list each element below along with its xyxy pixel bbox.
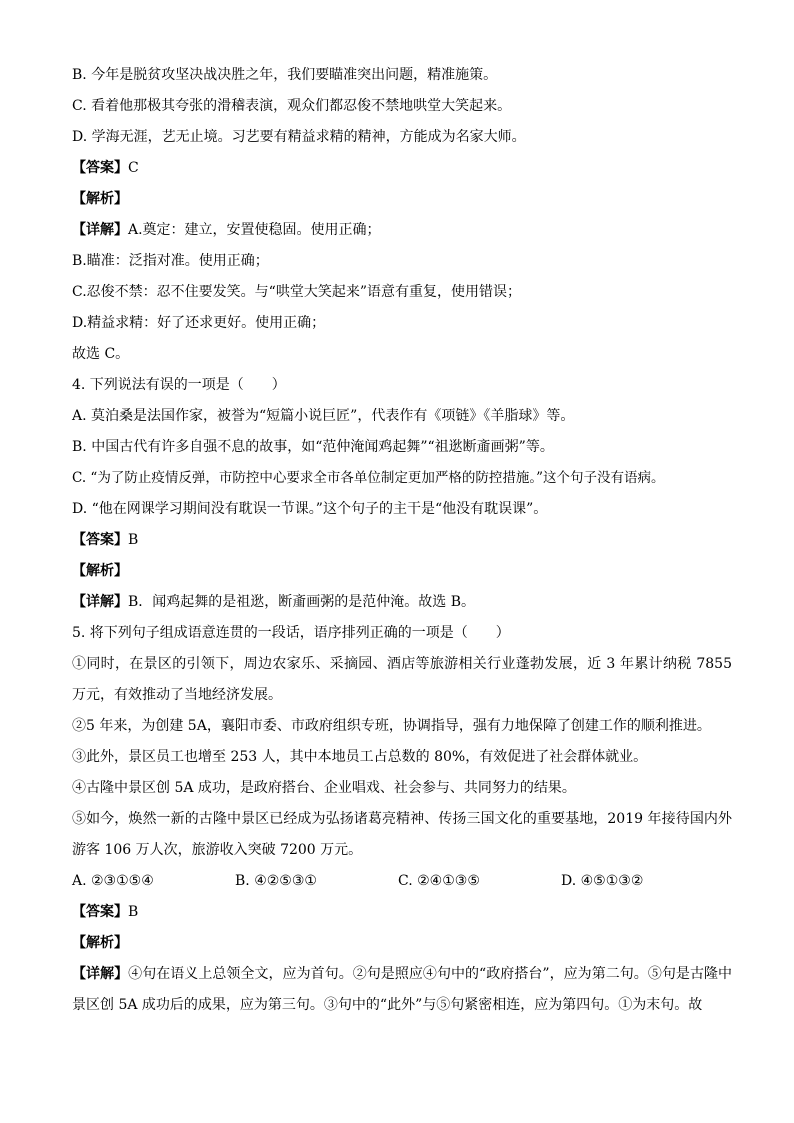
answer-value: C — [128, 160, 139, 176]
q4-option-a: A. 莫泊桑是法国作家，被誉为“短篇小说巨匠”，代表作有《项链》《羊脂球》等。 — [72, 408, 575, 424]
q3-conclusion: 故选 C。 — [72, 346, 130, 362]
document-page — [72, 60, 732, 1021]
q5-detail — [72, 959, 732, 1021]
q4-option-b: B. 中国古代有许多自强不息的故事，如“范仲淹闻鸡起舞”“祖逖断齑画粥”等。 — [72, 439, 554, 455]
q3-analysis — [72, 184, 732, 215]
detail-text: A.奠定：建立，安置使稳固。使用正确； — [128, 222, 381, 238]
q5-options — [72, 866, 732, 897]
q5-sentence-4: ④古隆中景区创 5A 成功，是政府搭台、企业唱戏、社会参与、共同努力的结果。 — [72, 780, 576, 796]
q3-detail-d: D.精益求精：好了还求更好。使用正确； — [72, 315, 326, 331]
q3-option-d: D. 学海无涯，艺无止境。习艺要有精益求精的精神，方能成为名家大师。 — [72, 129, 526, 145]
q3-detail-b: B.瞄准：泛指对准。使用正确； — [72, 253, 269, 269]
detail-text: B．闻鸡起舞的是祖逖，断齑画粥的是范仲淹。故选 B。 — [128, 594, 476, 610]
detail-tag: 【详解】 — [72, 594, 128, 610]
q5-sentence-3: ③此外，景区员工也增至 253 人，其中本地员工占总数的 80%，有效促进了社会群体就业。 — [72, 749, 648, 765]
q5-option-b: B. ④②⑤③① — [235, 873, 317, 889]
q4-option-c: C. “为了防止疫情反弹，市防控中心要求全市各单位制定更加严格的防控措施。”这个句子没有语病。 — [72, 470, 665, 486]
q4-answer — [72, 525, 732, 556]
answer-tag: 【答案】 — [72, 904, 128, 920]
q5-analysis — [72, 928, 732, 959]
detail-tag: 【详解】 — [72, 966, 129, 982]
q4-detail — [72, 587, 732, 618]
q5-sentence-5: ⑤如今，焕然一新的古隆中景区已经成为弘扬诸葛亮精神、传扬三国文化的重要基地，2019 年接待国内外游客 106 万人次，旅游收入突破 7200 万元。 — [72, 811, 732, 858]
answer-tag: 【答案】 — [72, 160, 128, 176]
analysis-tag: 【解析】 — [72, 563, 128, 579]
q5-option-a: A. ②③①⑤④ — [72, 873, 154, 889]
q5-option-d: D. ④⑤①③② — [561, 873, 644, 889]
q5-sentence-2: ②5 年来，为创建 5A，襄阳市委、市政府组织专班，协调指导，强有力地保障了创建工作的顺利推进。 — [72, 718, 711, 734]
detail-tag: 【详解】 — [72, 222, 128, 238]
q5-answer — [72, 897, 732, 928]
q4-stem: 4. 下列说法有误的一项是（ ） — [72, 377, 286, 393]
analysis-tag: 【解析】 — [72, 935, 128, 951]
q3-option-b: B. 今年是脱贫攻坚决战决胜之年，我们要瞄准突出问题，精准施策。 — [72, 67, 498, 83]
q3-detail-c: C.忍俊不禁：忍不住要发笑。与“哄堂大笑起来”语意有重复，使用错误； — [72, 284, 521, 300]
q5-option-c: C. ②④①③⑤ — [398, 873, 480, 889]
q3-detail-a — [72, 215, 732, 246]
q3-option-c: C. 看着他那极其夸张的滑稽表演，观众们都忍俊不禁地哄堂大笑起来。 — [72, 98, 512, 114]
q5-stem: 5. 将下列句子组成语意连贯的一段话，语序排列正确的一项是（ ） — [72, 625, 510, 641]
q5-sentence-1: ①同时，在景区的引领下，周边农家乐、采摘园、酒店等旅游相关行业蓬勃发展，近 3 年累计纳税 7855 万元，有效推动了当地经济发展。 — [72, 656, 732, 703]
detail-text: ④句在语义上总领全文，应为首句。②句是照应④句中的“政府搭台”，应为第二句。⑤句是古隆中景区创 5A 成功后的成果，应为第三句。③句中的“此外”与⑤句紧密相连，应为第四句。①为末句。故 — [72, 966, 733, 1013]
analysis-tag: 【解析】 — [72, 191, 128, 207]
q4-analysis — [72, 556, 732, 587]
answer-tag: 【答案】 — [72, 532, 128, 548]
answer-value: B — [128, 532, 139, 548]
answer-value: B — [128, 904, 139, 920]
q4-option-d: D. “他在网课学习期间没有耽误一节课。”这个句子的主干是“他没有耽误课”。 — [72, 501, 548, 517]
q3-answer — [72, 153, 732, 184]
